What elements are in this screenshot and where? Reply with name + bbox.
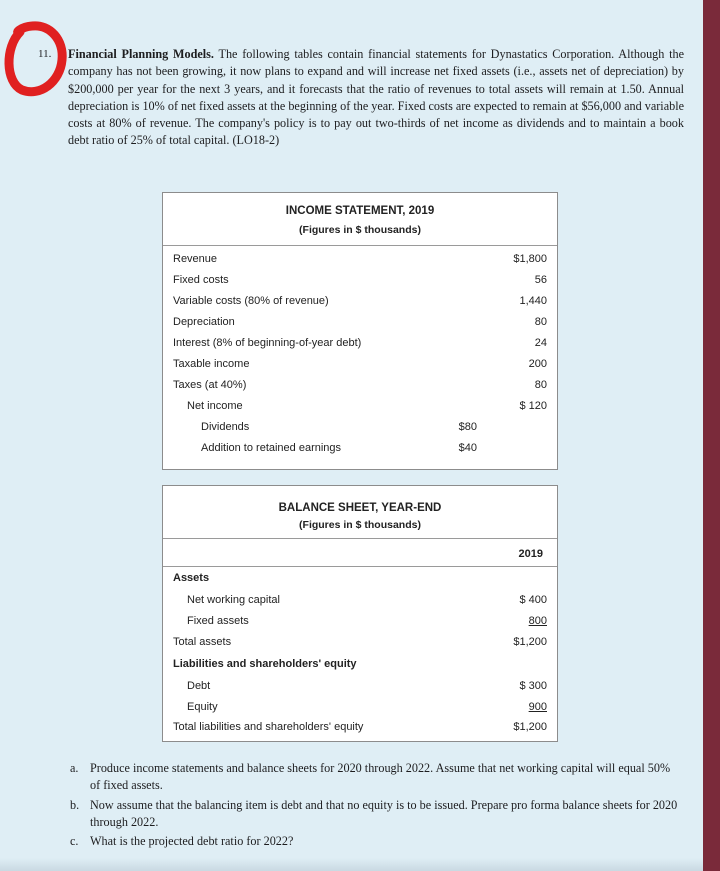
question-text: Produce income statements and balance sheets for 2020 through 2022. Assume that net working capital will equal 50% of fixed assets.	[90, 761, 671, 793]
row-value: 56	[534, 274, 547, 286]
balance-sheet-table	[162, 485, 558, 742]
row-value: $1,200	[513, 636, 547, 648]
list-item	[70, 797, 682, 832]
row-value: 900	[528, 701, 547, 713]
balance-subtitle: (Figures in $ thousands)	[299, 519, 421, 531]
row-value: 24	[534, 337, 547, 349]
row-label: Interest (8% of beginning-of-year debt)	[173, 337, 362, 349]
list-item	[70, 833, 682, 850]
table-row	[163, 376, 557, 397]
problem-number: 11.	[38, 48, 52, 60]
table-row	[163, 612, 557, 633]
year-header: 2019	[518, 548, 543, 560]
balance-title: BALANCE SHEET, YEAR-END	[278, 502, 442, 514]
list-item	[70, 760, 682, 795]
table-row	[163, 677, 557, 698]
row-value: $ 300	[519, 680, 547, 692]
row-value: $1,800	[513, 253, 547, 265]
question-letter: c.	[70, 834, 79, 849]
section-header	[163, 569, 557, 590]
row-value: 1,440	[519, 295, 547, 307]
row-label: Depreciation	[173, 316, 235, 328]
divider	[163, 566, 557, 567]
row-value: 800	[528, 615, 547, 627]
row-value: $ 400	[519, 594, 547, 606]
table-row	[163, 334, 557, 355]
income-title: INCOME STATEMENT, 2019	[285, 205, 435, 217]
row-label: Net income	[187, 400, 243, 412]
row-label: Net working capital	[187, 594, 280, 606]
row-label: Total assets	[173, 636, 232, 648]
section-header	[163, 655, 557, 676]
divider	[163, 538, 557, 539]
question-text: Now assume that the balancing item is debt and that no equity is to be issued. Prepare pro forma balance sheets for 2020 through 2022.	[90, 797, 678, 829]
table-row	[163, 271, 557, 292]
row-label: Fixed assets	[187, 615, 249, 627]
table-row	[163, 397, 557, 418]
table-row	[163, 418, 557, 439]
liabilities-header: Liabilities and shareholders' equity	[173, 658, 357, 670]
row-label: Total liabilities and shareholders' equity	[173, 721, 364, 733]
table-row	[163, 313, 557, 334]
row-value: $80	[458, 421, 477, 433]
table-row	[163, 355, 557, 376]
row-value: $ 120	[519, 400, 547, 412]
problem-text	[38, 46, 684, 150]
red-annotation-mark	[0, 12, 70, 102]
table-row	[163, 250, 557, 271]
assets-header: Assets	[173, 572, 210, 584]
row-value: 200	[528, 358, 547, 370]
income-statement-table	[162, 192, 558, 470]
table-row	[163, 292, 557, 313]
problem-title: Financial Planning Models.	[68, 47, 214, 61]
table-row	[163, 633, 557, 654]
page-bottom-edge	[0, 858, 703, 871]
question-letter: a.	[70, 761, 79, 775]
page-edge	[703, 0, 720, 871]
income-subtitle: (Figures in $ thousands)	[299, 224, 421, 236]
row-label: Debt	[187, 680, 211, 692]
problem-body: The following tables contain financial statements for Dynastatics Corporation. Although the company has not been growing, it now plans to expand and will increase net fixed assets (i.e., assets net of depreciation) by $200,000 per year for the next 3 years, and it forecasts that the ratio of revenues to total assets will remain at 1.50. Annual depreciation is 10% of net fixed assets at the beginning of the year. Fixed costs are expected to remain at $56,000 and variable costs at 80% of revenue. The company's policy is to pay out two-thirds of net income as dividends and to maintain a book debt ratio of 25% of total capital. (LO18-2)	[68, 47, 684, 148]
row-value: $1,200	[513, 721, 547, 733]
divider	[163, 245, 557, 246]
row-value: $40	[458, 442, 477, 454]
row-label: Fixed costs	[173, 274, 229, 286]
row-label: Variable costs (80% of revenue)	[173, 295, 329, 307]
row-label: Dividends	[201, 421, 250, 433]
question-letter: b.	[70, 797, 80, 812]
question-list	[70, 760, 682, 852]
row-label: Addition to retained earnings	[201, 442, 342, 454]
row-label: Equity	[187, 701, 218, 713]
row-label: Taxable income	[173, 358, 250, 370]
row-value: 80	[534, 316, 547, 328]
row-label: Taxes (at 40%)	[173, 379, 247, 391]
row-value: 80	[534, 379, 547, 391]
table-row	[163, 718, 557, 739]
table-row	[163, 591, 557, 612]
table-row	[163, 439, 557, 460]
row-label: Revenue	[173, 253, 218, 265]
question-text: What is the projected debt ratio for 2022?	[90, 834, 294, 849]
table-row	[163, 698, 557, 719]
